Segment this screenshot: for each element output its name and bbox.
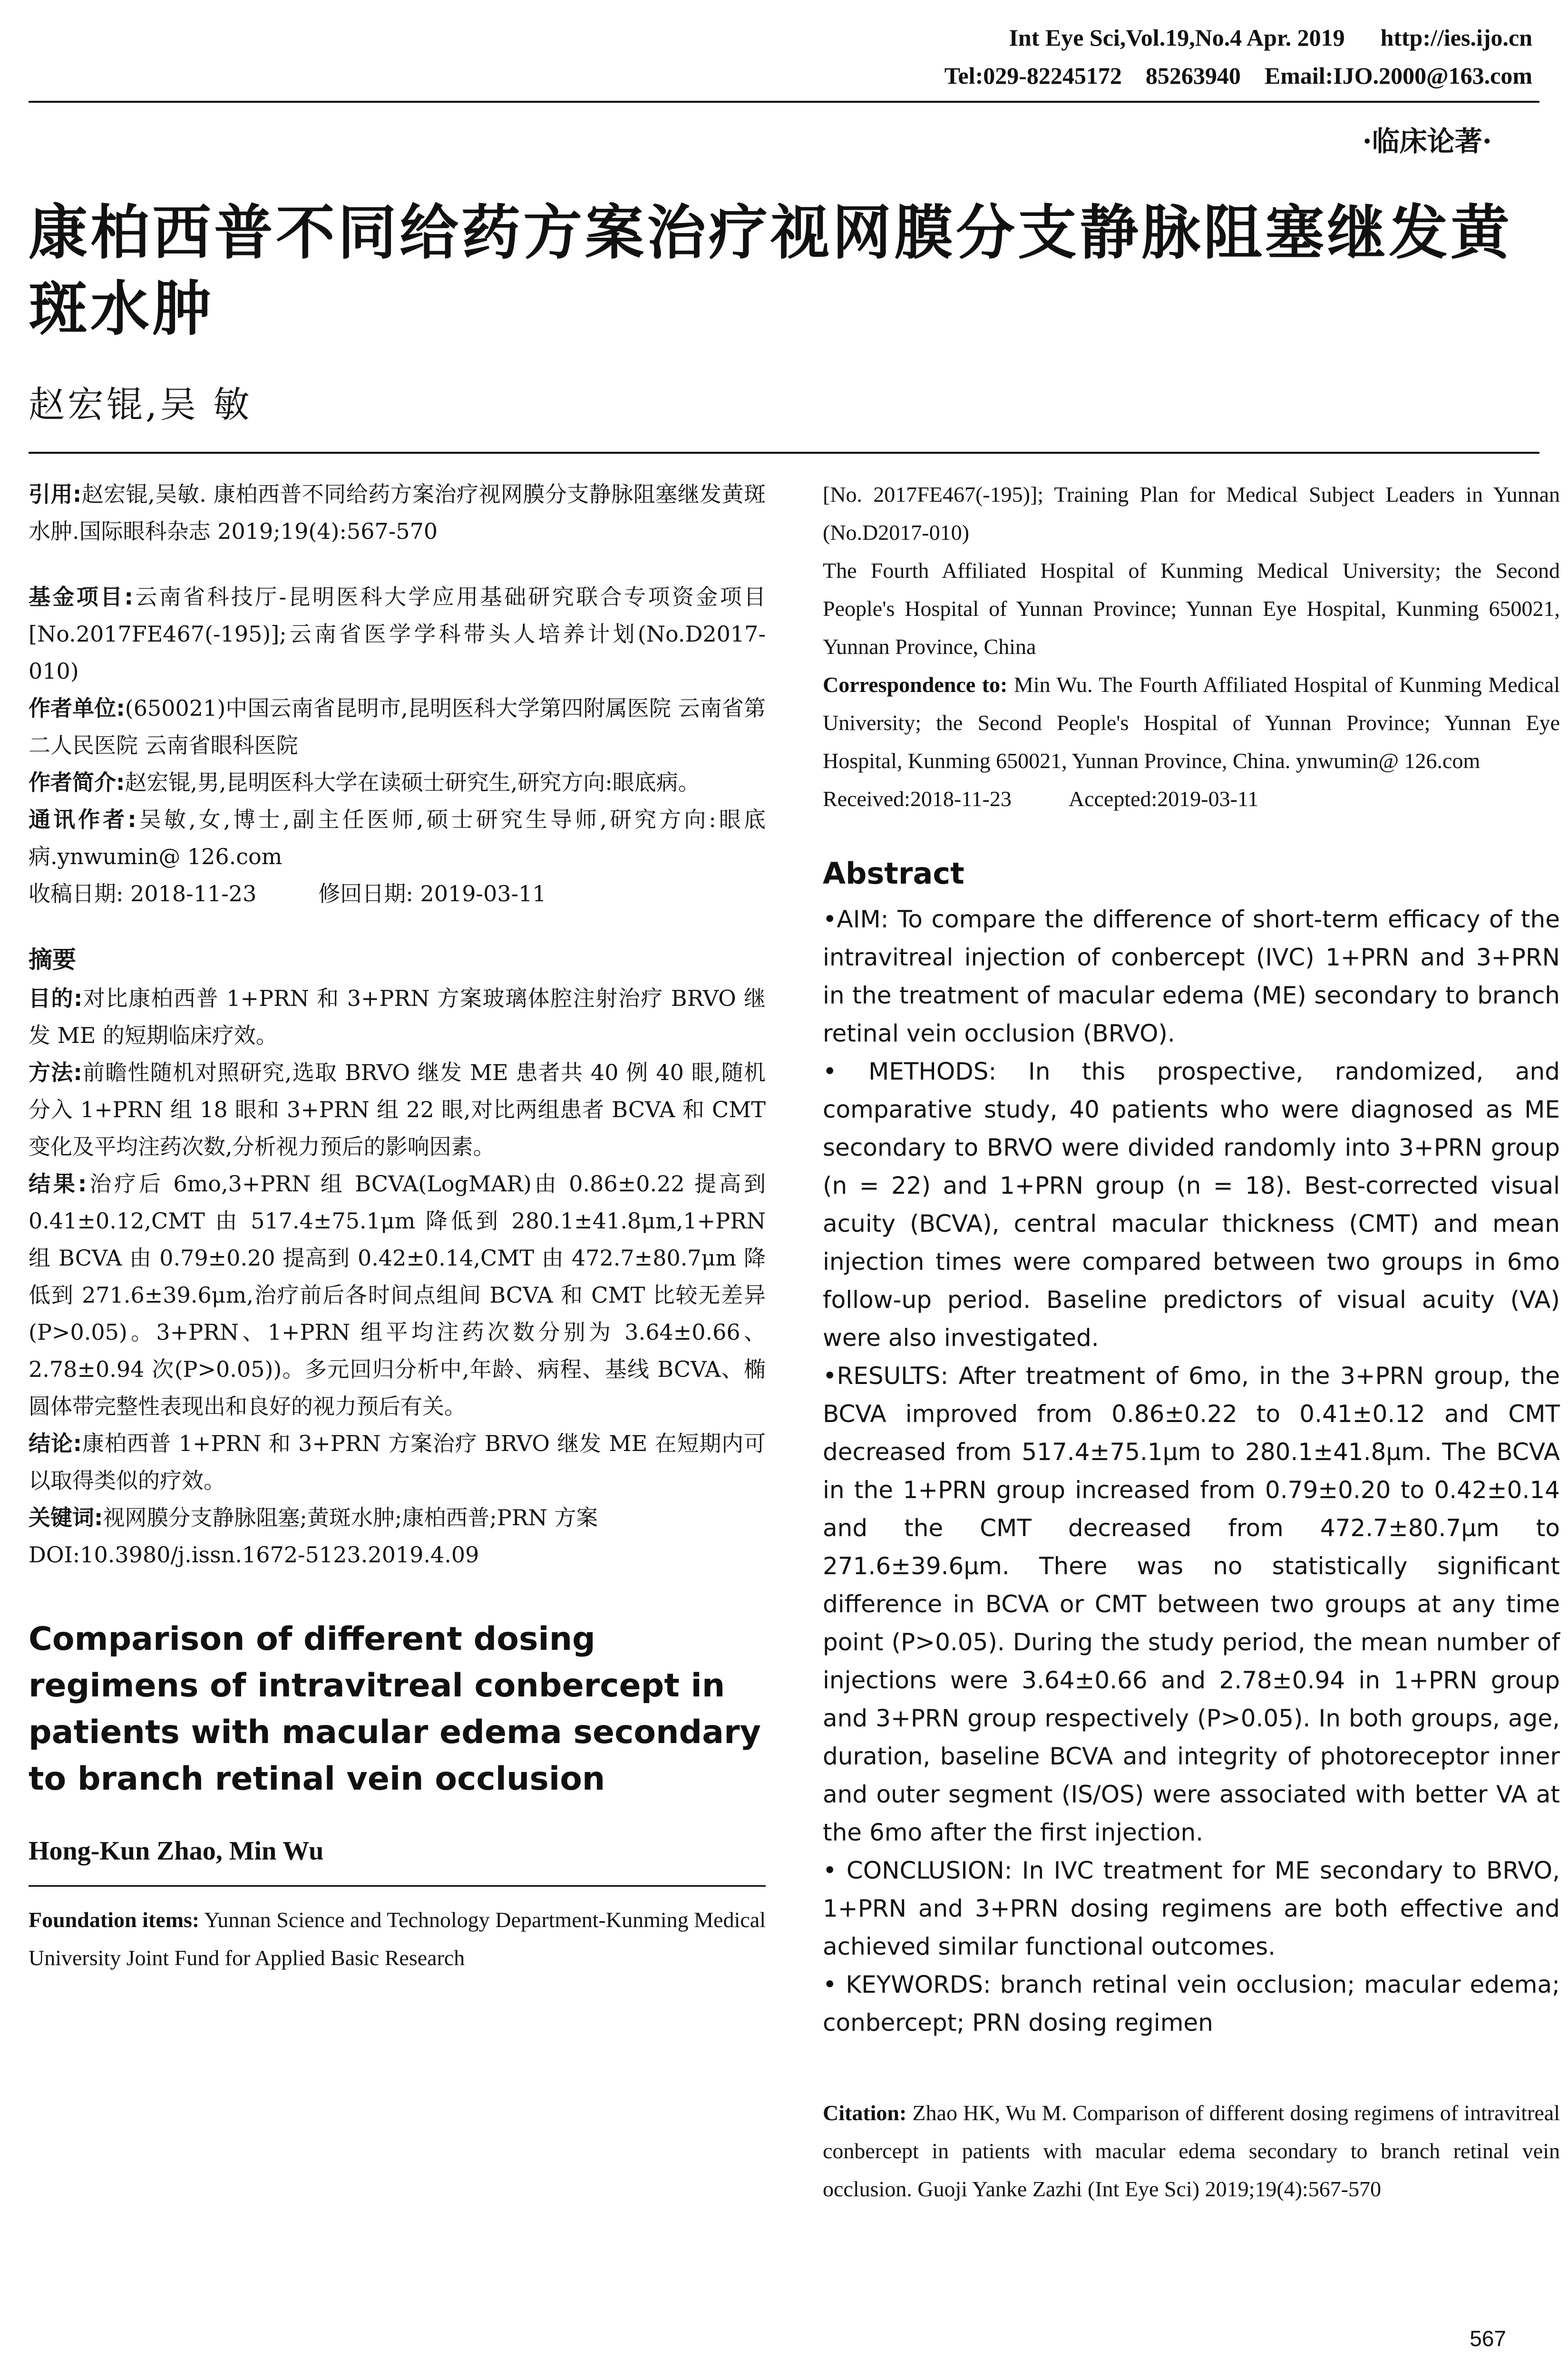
abstract-cn-title: 摘要 [29, 946, 76, 974]
authors-cn: 赵宏锟,吴 敏 [29, 383, 253, 426]
keywords-cn-label: 关键词: [29, 1505, 103, 1530]
bio-cn-label: 作者简介: [29, 770, 125, 795]
conclusion-cn-text: 康柏西普 1+PRN 和 3+PRN 方案治疗 BRVO 继发 ME 在短期内可以取得类似的疗效。 [29, 1431, 766, 1493]
aim-cn-text: 对比康柏西普 1+PRN 和 3+PRN 方案玻璃体腔注射治疗 BRVO 继发 ME 的短期临床疗效。 [29, 985, 766, 1048]
unit-cn-text: (650021)中国云南省昆明市,昆明医科大学第四附属医院 云南省第二人民医院 云南省眼科医院 [29, 695, 766, 758]
abstract-aim: •AIM: To compare the difference of short-term efficacy of the intravitreal injection of conbercept (IVC) 1+PRN and 3+PRN in the treatment of macular edema (ME) secondary to branch retinal vein occlusion (BRVO). [823, 906, 1560, 1047]
citation-en [823, 2094, 1560, 2208]
bio-cn [29, 764, 766, 801]
abstract-conclusion: • CONCLUSION: In IVC treatment for ME secondary to BRVO, 1+PRN and 3+PRN dosing regimens are both effective and achieved similar functional outcomes. [823, 1857, 1560, 1960]
section-label: ·临床论著· [1362, 125, 1492, 157]
method-cn [29, 1054, 766, 1165]
result-cn [29, 1165, 766, 1425]
doi: DOI:10.3980/j.issn.1672-5123.2019.4.09 [29, 1542, 479, 1568]
fund-cn-label: 基金项目: [29, 584, 133, 610]
result-cn-text: 治疗后 6mo,3+PRN 组 BCVA(LogMAR)由 0.86±0.22 提高到 0.41±0.12,CMT 由 517.4±75.1μm 降低到 280.1±41.8μm,1+PRN 组 BCVA 由 0.79±0.20 提高到 0.42±0.14,CMT 由 472.7±80.7μm 降低到 271.6±39.6μm,治疗前后各时间点组间 BCVA 和 CMT 比较无差异(P>0.05)。3+PRN、1+PRN 组平均注药次数分别为 3.64±0.66、2.78±0.94 次(P>0.05))。多元回归分析中,年龄、病程、基线 BCVA、椭圆体带完整性表现出和良好的视力预后有关。 [29, 1171, 766, 1419]
citation-cn-label: 引用: [29, 481, 82, 507]
method-cn-text: 前瞻性随机对照研究,选取 BRVO 继发 ME 患者共 40 例 40 眼,随机分入 1+PRN 组 18 眼和 3+PRN 组 22 眼,对比两组患者 BCVA 和 CMT 变化及平均注药次数,分析视力预后的影响因素。 [29, 1060, 766, 1159]
citation-cn-text: 赵宏锟,吴敏. 康柏西普不同给药方案治疗视网膜分支静脉阻塞继发黄斑水肿.国际眼科杂志 2019;19(4):567-570 [29, 481, 766, 544]
dates-en [823, 780, 1560, 818]
authors-en: Hong-Kun Zhao, Min Wu [29, 1836, 324, 1866]
foundation-en-label: Foundation items: [29, 1908, 200, 1932]
right-column [823, 476, 1560, 2208]
keywords-cn-text: 视网膜分支静脉阻塞;黄斑水肿;康柏西普;PRN 方案 [103, 1505, 598, 1530]
foundation-en [29, 1901, 766, 1977]
corr-cn-text: 吴敏,女,博士,副主任医师,硕士研究生导师,研究方向:眼底病.ynwumin@ 126.com [29, 807, 766, 869]
journal-info-line: Int Eye Sci,Vol.19,No.4 Apr. 2019 http://ies.ijo.cn [1009, 24, 1532, 51]
article-title-cn: 康柏西普不同给药方案治疗视网膜分支静脉阻塞继发黄斑水肿 [29, 199, 1513, 343]
citation-en-text: Zhao HK, Wu M. Comparison of different dosing regimens of intravitreal conbercept in patients with macular edema secondary to branch retinal vein occlusion. Guoji Yanke Zazhi (Int Eye Sci) 2019;19(4):567-570 [823, 2101, 1560, 2201]
foundation-en-continued: [No. 2017FE467(-195)]; Training Plan for Medical Subject Leaders in Yunnan (No.D2017-010) [823, 482, 1560, 545]
abstract-keywords: • KEYWORDS: branch retinal vein occlusion; macular edema; conbercept; PRN dosing regimen [823, 1971, 1560, 2036]
corr-cn [29, 801, 766, 875]
revised-date-cn: 修回日期: 2019-03-11 [318, 881, 546, 906]
abstract-results: •RESULTS: After treatment of 6mo, in the 3+PRN group, the BCVA improved from 0.86±0.22 to 0.41±0.12 and CMT decreased from 517.4±75.1μm to 280.1±41.8μm. The BCVA in the 1+PRN group increased from 0.79±0.20 to 0.42±0.14 and the CMT decreased from 472.7±80.7μm to 271.6±39.6μm. There was no statistically significant difference in BCVA or CMT between two groups at any time point (P>0.05). During the study period, the mean number of injections were 3.64±0.66 and 2.78±0.94 in 1+PRN group and 3+PRN group respectively (P>0.05). In both groups, age, duration, baseline BCVA and integrity of photoreceptor inner and outer segment (IS/OS) were associated with better VA at the 6mo after the first injection. [823, 1362, 1560, 1846]
title-rule [29, 452, 1539, 454]
received-date-en: Received:2018-11-23 [823, 787, 1012, 811]
unit-cn-label: 作者单位: [29, 695, 125, 721]
conclusion-cn [29, 1425, 766, 1499]
bio-cn-text: 赵宏锟,男,昆明医科大学在读硕士研究生,研究方向:眼底病。 [125, 770, 700, 795]
abstract-heading: Abstract [823, 856, 964, 891]
conclusion-cn-label: 结论: [29, 1431, 82, 1456]
keywords-cn [29, 1499, 766, 1536]
header-rule [29, 101, 1539, 103]
method-cn-label: 方法: [29, 1060, 82, 1085]
correspondence-en [823, 666, 1560, 780]
aim-cn [29, 980, 766, 1054]
page-number: 567 [1470, 2326, 1506, 2351]
affiliation-en: The Fourth Affiliated Hospital of Kunming Medical University; the Second People's Hospital of Yunnan Province; Yunnan Eye Hospital, Kunming 650021, Yunnan Province, China [823, 558, 1560, 659]
unit-cn [29, 690, 766, 764]
correspondence-en-text: Min Wu. The Fourth Affiliated Hospital of Kunming Medical University; the Second People's Hospital of Yunnan Province; Yunnan Eye Hospital, Kunming 650021, Yunnan Province, China. ynwumin@ 126.com [823, 672, 1560, 773]
result-cn-label: 结果: [29, 1171, 87, 1197]
citation-en-label: Citation: [823, 2101, 907, 2125]
fund-cn [29, 578, 766, 690]
received-date-cn: 收稿日期: 2018-11-23 [29, 881, 257, 906]
fund-cn-text: 云南省科技厅-昆明医科大学应用基础研究联合专项资金项目[No.2017FE467(-195)];云南省医学学科带头人培养计划(No.D2017-010) [29, 584, 766, 684]
journal-contact-line: Tel:029-82245172 85263940 Email:IJO.2000@163.com [944, 62, 1532, 89]
corr-cn-label: 通讯作者: [29, 807, 136, 832]
correspondence-en-label: Correspondence to: [823, 672, 1008, 697]
authors-rule [29, 1885, 766, 1887]
dates-cn [29, 875, 766, 912]
left-column [29, 476, 766, 1977]
aim-cn-label: 目的: [29, 985, 83, 1011]
citation-cn [29, 476, 766, 550]
abstract-methods: • METHODS: In this prospective, randomized, and comparative study, 40 patients who were diagnosed as ME secondary to BRVO were divided randomly into 3+PRN group (n = 22) and 1+PRN group (n = 18). Best-corrected visual acuity (BCVA), central macular thickness (CMT) and mean injection times were compared between two groups in 6mo follow-up period. Baseline predictors of visual acuity (VA) were also investigated. [823, 1058, 1560, 1352]
article-title-en: Comparison of different dosing regimens of intravitreal conbercept in patients with macular edema secondary to branch retinal vein occlusion [29, 1620, 761, 1798]
foundation-en-text: Yunnan Science and Technology Department-Kunming Medical University Joint Fund for Applied Basic Research [29, 1908, 766, 1970]
accepted-date-en: Accepted:2019-03-11 [1068, 787, 1259, 811]
